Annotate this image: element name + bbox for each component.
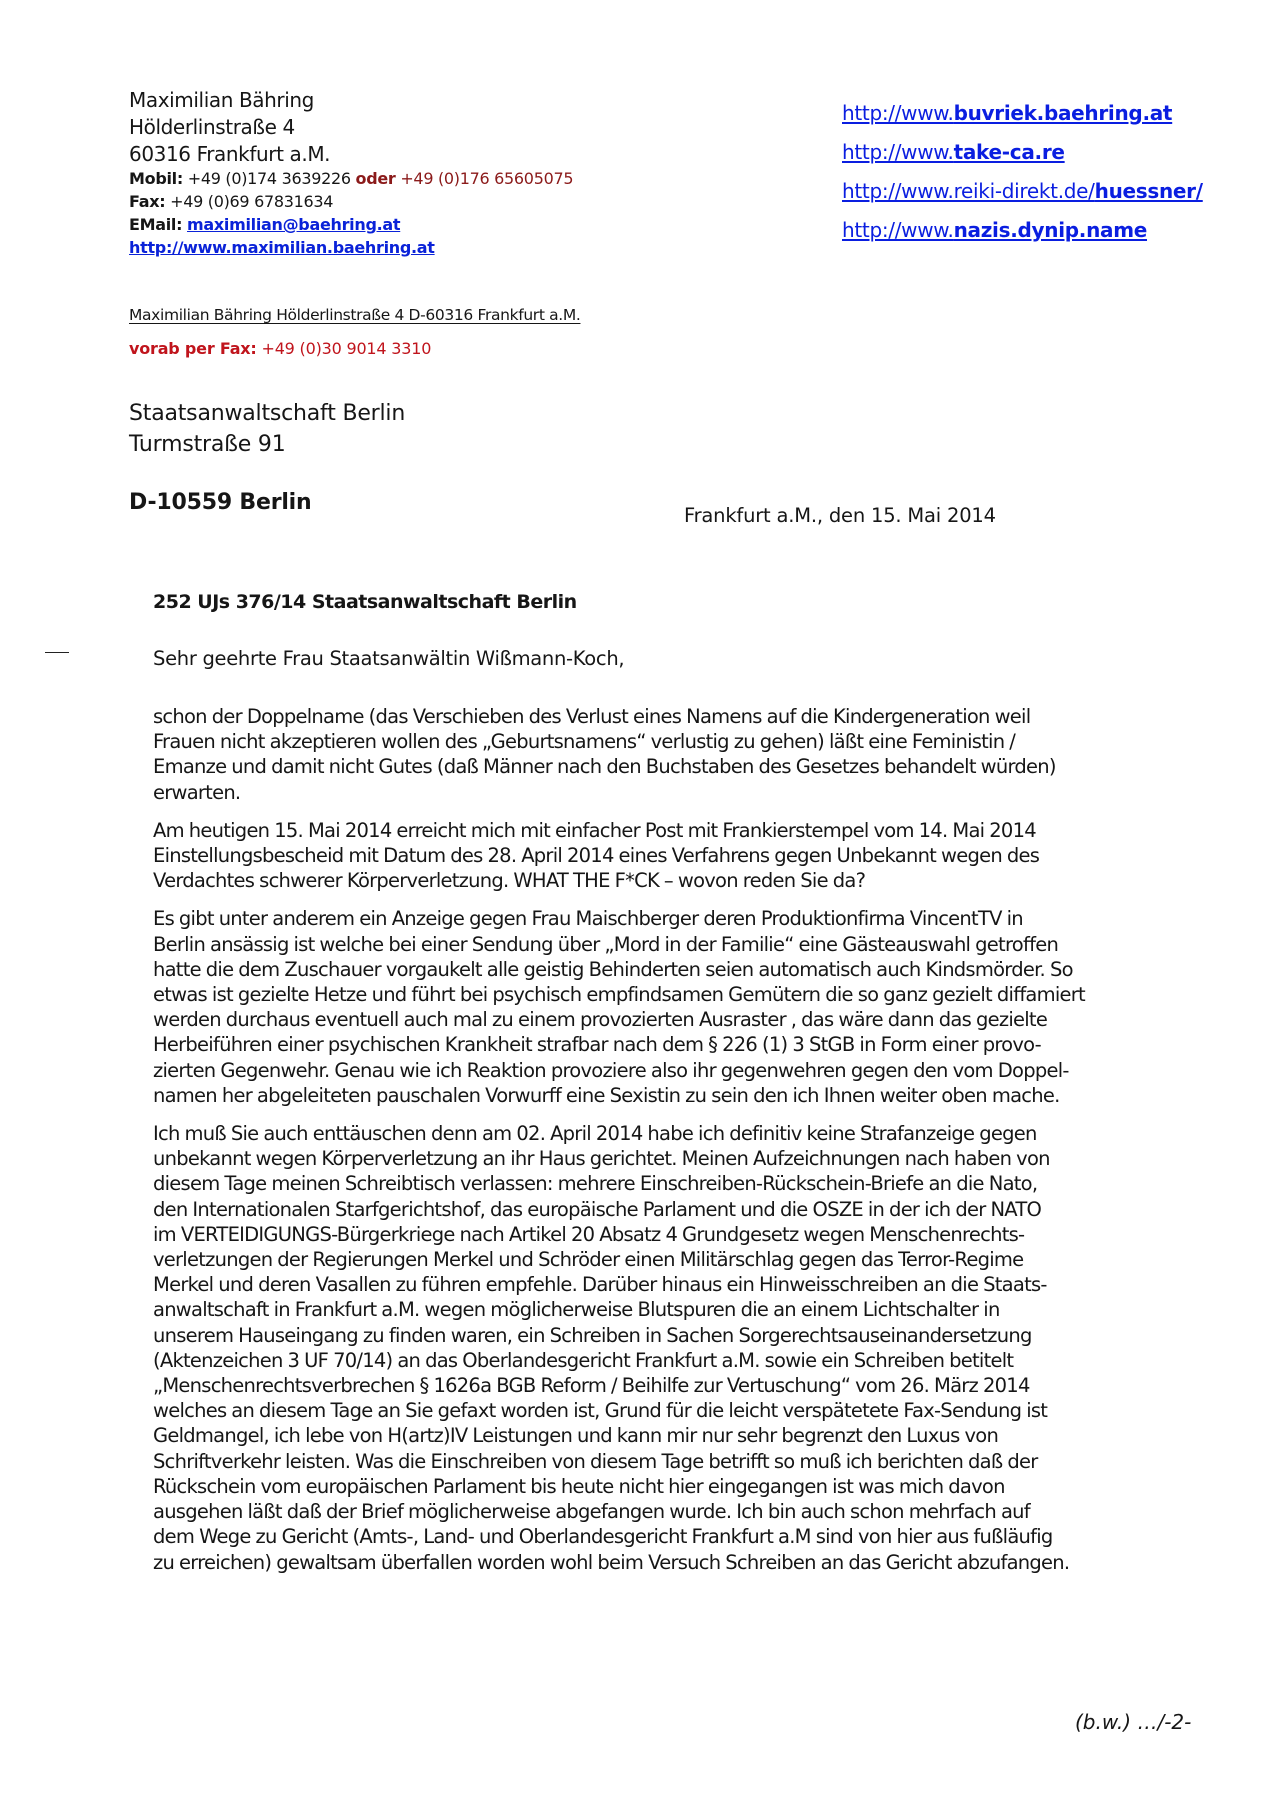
fax-label: Fax: [129, 192, 166, 211]
body-line: unserem Hauseingang zu finden waren, ein Schreiben in Sachen Sorgerechtsauseinandersetzung [153, 1323, 1032, 1347]
body-line: Am heutigen 15. Mai 2014 erreicht mich mit einfacher Post mit Frankierstempel vom 14. Mai 2014 [153, 818, 1036, 842]
body-line: Rückschein vom europäischen Parlament bis heute nicht hier eingegangen ist was mich davon [153, 1474, 1005, 1498]
sender-city: 60316 Frankfurt a.M. [129, 142, 331, 166]
advance-fax-line [129, 339, 431, 358]
advance-fax-label: vorab per Fax: [129, 339, 257, 358]
recipient-name: Staatsanwaltschaft Berlin [129, 401, 406, 426]
recipient-block [129, 398, 405, 460]
letter-body [153, 704, 1213, 1588]
link-row [842, 142, 1203, 181]
body-line: unbekannt wegen Körperverletzung an ihr Haus gerichtet. Meinen Aufzeichnungen nach haben von [153, 1147, 1050, 1171]
body-line: werden durchaus eventuell auch mal zu einem provozierten Ausraster , das wäre dann das gezielte [153, 1008, 1048, 1032]
body-line: dem Wege zu Gericht (Amts-, Land- und Oberlandesgericht Frankfurt a.M sind von hier aus fußläufig [153, 1525, 1053, 1549]
paragraph-1 [153, 704, 1213, 805]
mobile-or: oder [355, 169, 396, 188]
link-row [842, 103, 1203, 142]
body-line: (Aktenzeichen 3 UF 70/14) an das Oberlandesgericht Frankfurt a.M. sowie ein Schreiben betitelt [153, 1348, 1014, 1372]
link-prefix: http://www.reiki-direkt.de/ [842, 179, 1095, 203]
body-line: ausgehen läßt daß der Brief möglicherweise abgefangen wurde. Ich bin auch schon mehrfach auf [153, 1500, 1030, 1524]
mobile-label: Mobil: [129, 169, 183, 188]
sender-fax-line [129, 194, 573, 217]
body-line: Verdachtes schwerer Körperverletzung. WHAT THE F*CK – wovon reden Sie da? [153, 869, 866, 893]
fax-number: +49 (0)69 67831634 [170, 192, 334, 211]
email-link[interactable]: maximilian@baehring.at [187, 215, 401, 234]
subject-line: 252 UJs 376/14 Staatsanwaltschaft Berlin [153, 591, 577, 613]
body-line: Es gibt unter anderem ein Anzeige gegen Frau Maischberger deren Produktionfirma VincentTV in [153, 907, 1023, 931]
body-line: etwas ist gezielte Hetze und führt bei psychisch empfindsamen Gemütern die so ganz gezielt diffamiert [153, 983, 1085, 1007]
link-domain: nazis.dynip.name [953, 218, 1148, 242]
body-line: Geldmangel, ich lebe von H(artz)IV Leistungen und kann mir nur sehr begrenzt den Luxus von [153, 1424, 999, 1448]
salutation: Sehr geehrte Frau Staatsanwältin Wißmann-Koch, [153, 647, 625, 670]
letter-date: Frankfurt a.M., den 15. Mai 2014 [684, 504, 996, 527]
link-domain: take-ca.re [953, 140, 1065, 164]
link-path: huessner/ [1094, 179, 1203, 203]
body-line: Emanze und damit nicht Gutes (daß Männer nach den Buchstaben des Gesetzes behandelt würden) [153, 755, 1056, 779]
sender-name: Maximilian Bähring [129, 88, 314, 112]
body-line: Herbeiführen einer psychischen Krankheit strafbar nach dem § 226 (1) 3 StGB in Form einer provo- [153, 1033, 1041, 1057]
mobile-number-2: +49 (0)176 65605075 [400, 169, 574, 188]
recipient-city: D-10559 Berlin [129, 490, 312, 515]
fold-mark [45, 652, 69, 653]
sender-website-line [129, 240, 573, 263]
return-address: Maximilian Bähring Hölderlinstraße 4 D-60316 Frankfurt a.M. [129, 306, 581, 324]
body-line: zierten Gegenwehr. Genau wie ich Reaktion provoziere also ihr gegenwehren gegen den vom Doppel- [153, 1058, 1069, 1082]
body-line: Schriftverkehr leisten. Was die Einschreiben von diesem Tage betrifft so muß ich berichten daß der [153, 1449, 1038, 1473]
body-line: Merkel und deren Vasallen zu führen empfehle. Darüber hinaus ein Hinweisschreiben an die Staats- [153, 1273, 1047, 1297]
paragraph-2 [153, 818, 1213, 894]
body-line: verletzungen der Regierungen Merkel und Schröder einen Militärschlag gegen das Terror-Regime [153, 1248, 1024, 1272]
buvriek-link[interactable] [842, 101, 1172, 125]
website-link[interactable]: http://www.maximilian.baehring.at [129, 238, 435, 257]
body-line: „Menschenrechtsverbrechen § 1626a BGB Reform / Beihilfe zur Vertuschung“ vom 26. März 2014 [153, 1374, 1030, 1398]
link-row [842, 181, 1203, 220]
body-line: im VERTEIDIGUNGS-Bürgerkriege nach Artikel 20 Absatz 4 Grundgesetz wegen Menschenrechts- [153, 1222, 1025, 1246]
body-line: Einstellungsbescheid mit Datum des 28. April 2014 eines Verfahrens gegen Unbekannt wegen des [153, 844, 1040, 868]
page-continuation: (b.w.) …/-2- [1075, 1710, 1192, 1734]
sender-street: Hölderlinstraße 4 [129, 115, 295, 139]
external-links [842, 103, 1203, 259]
reiki-link[interactable] [842, 179, 1203, 203]
body-line: Frauen nicht akzeptieren wollen des „Geburtsnamens“ verlustig zu gehen) läßt eine Feministin / [153, 730, 1016, 754]
paragraph-3 [153, 906, 1213, 1108]
body-line: namen her abgeleiteten pauschalen Vorwurff eine Sexistin zu sein den ich Ihnen weiter oben mache. [153, 1083, 1060, 1107]
body-line: zu erreichen) gewaltsam überfallen worden wohl beim Versuch Schreiben an das Gericht abzufangen. [153, 1550, 1070, 1574]
body-line: anwaltschaft in Frankfurt a.M. wegen möglicherweise Blutspuren die an einem Lichtschalter in [153, 1298, 1000, 1322]
email-label: EMail: [129, 215, 183, 234]
body-line: Ich muß Sie auch enttäuschen denn am 02. April 2014 habe ich definitiv keine Strafanzeige gegen [153, 1122, 1037, 1146]
advance-fax-number: +49 (0)30 9014 3310 [261, 339, 432, 358]
link-prefix: http://www. [842, 218, 954, 242]
body-line: erwarten. [153, 780, 241, 804]
sender-email-line [129, 217, 573, 240]
body-line: Berlin ansässig ist welche bei einer Sendung über „Mord in der Familie“ eine Gästeauswahl getroffen [153, 932, 1059, 956]
link-prefix: http://www. [842, 101, 954, 125]
link-row [842, 220, 1203, 259]
take-care-link[interactable] [842, 140, 1065, 164]
sender-block [129, 90, 573, 263]
mobile-number-1: +49 (0)174 3639226 [187, 169, 351, 188]
link-domain: buvriek.baehring.at [953, 101, 1173, 125]
paragraph-4 [153, 1121, 1213, 1575]
body-line: diesem Tage meinen Schreibtisch verlassen: mehrere Einschreiben-Rückschein-Briefe an die Nato, [153, 1172, 1038, 1196]
body-line: welches an diesem Tage an Sie gefaxt worden ist, Grund für die leicht verspätetete Fax-Sendung ist [153, 1399, 1048, 1423]
body-line: schon der Doppelname (das Verschieben des Verlust eines Namens auf die Kindergeneration weil [153, 705, 1031, 728]
link-prefix: http://www. [842, 140, 954, 164]
sender-mobile-line [129, 171, 573, 194]
body-line: den Internationalen Starfgerichtshof, das europäische Parlament und die OSZE in der ich der NATO [153, 1197, 1042, 1221]
recipient-street: Turmstraße 91 [129, 432, 286, 457]
body-line: hatte die dem Zuschauer vorgaukelt alle geistig Behinderten seien automatisch auch Kindsmörder. So [153, 957, 1073, 981]
dynip-link[interactable] [842, 218, 1147, 242]
